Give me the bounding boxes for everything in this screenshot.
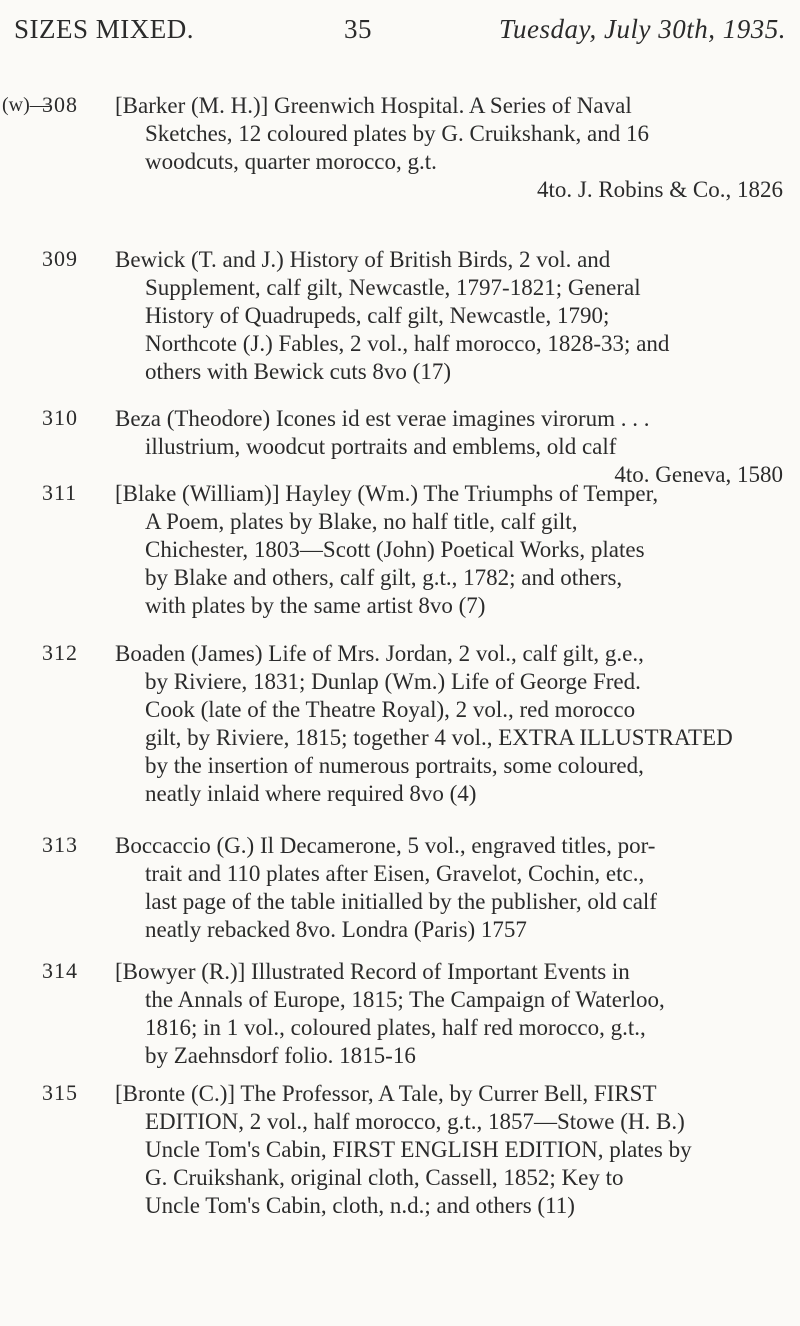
sale-section-title: SIZES MIXED. <box>14 14 194 44</box>
page-header <box>14 14 786 54</box>
lot-description-line: G. Cruikshank, original cloth, Cassell, 1852; Key to <box>145 1165 624 1190</box>
lot-description-line: Boccaccio (G.) Il Decamerone, 5 vol., engraved titles, por- <box>115 833 656 858</box>
lot-number: 312 <box>42 640 78 665</box>
page-number: 35 <box>344 14 372 44</box>
lot-description <box>115 92 783 204</box>
lot-description-line: EDITION, 2 vol., half morocco, g.t., 1857—Stowe (H. B.) <box>145 1109 685 1134</box>
lot-description-line: A Poem, plates by Blake, no half title, calf gilt, <box>145 509 578 534</box>
lot-description-line: Chichester, 1803—Scott (John) Poetical Works, plates <box>145 537 645 562</box>
lot-description <box>115 480 783 620</box>
lot-description-line: Boaden (James) Life of Mrs. Jordan, 2 vol., calf gilt, g.e., <box>115 641 644 666</box>
lot-number: 315 <box>42 1080 78 1105</box>
lot-description-line: neatly rebacked 8vo. Londra (Paris) 1757 <box>145 917 527 942</box>
lot-number: 308 <box>42 92 78 117</box>
lot-description-line: [Bowyer (R.)] Illustrated Record of Important Events in <box>115 959 630 984</box>
lot-description <box>115 1080 783 1220</box>
lot-description <box>115 832 783 944</box>
lot-description-line: [Barker (M. H.)] Greenwich Hospital. A Series of Naval <box>115 93 632 118</box>
lot-description-line: Cook (late of the Theatre Royal), 2 vol., red morocco <box>145 697 636 722</box>
lot-description <box>115 405 783 489</box>
lot-description-line: the Annals of Europe, 1815; The Campaign of Waterloo, <box>145 987 665 1012</box>
lot-number: 311 <box>42 480 78 505</box>
lot-description-line: Supplement, calf gilt, Newcastle, 1797-1821; General <box>145 275 641 300</box>
lot-description-line: [Bronte (C.)] The Professor, A Tale, by Currer Bell, FIRST <box>115 1081 657 1106</box>
lot-description-line: gilt, by Riviere, 1815; together 4 vol., EXTRA ILLUSTRATED <box>145 725 733 750</box>
margin-handwritten-mark: (w)— <box>2 94 50 116</box>
lot-number: 313 <box>42 832 78 857</box>
lot-description-line: others with Bewick cuts 8vo (17) <box>145 359 451 384</box>
lot-description-line: [Blake (William)] Hayley (Wm.) The Triumphs of Temper, <box>115 481 659 506</box>
lot-description <box>115 640 783 808</box>
lot-number: 314 <box>42 958 78 983</box>
lot-description-line: 4to. Geneva, 1580 <box>614 462 783 487</box>
lot-description-line: 1816; in 1 vol., coloured plates, half red morocco, g.t., <box>145 1015 646 1040</box>
lot-description-line: illustrium, woodcut portraits and emblems, old calf <box>145 434 617 459</box>
lot-description-line: Bewick (T. and J.) History of British Birds, 2 vol. and <box>115 247 611 272</box>
lot-number: 310 <box>42 405 78 430</box>
lot-description-line: Sketches, 12 coloured plates by G. Cruikshank, and 16 <box>145 121 649 146</box>
lot-description-line: Uncle Tom's Cabin, FIRST ENGLISH EDITION, plates by <box>145 1137 692 1162</box>
sale-date: Tuesday, July 30th, 1935. <box>499 14 786 44</box>
lot-description-line: by the insertion of numerous portraits, some coloured, <box>145 753 644 778</box>
lot-number: 309 <box>42 246 78 271</box>
lot-description <box>115 246 783 386</box>
lot-description-line: by Riviere, 1831; Dunlap (Wm.) Life of George Fred. <box>145 669 641 694</box>
lot-description-line: trait and 110 plates after Eisen, Gravelot, Cochin, etc., <box>145 861 645 886</box>
lot-description-line: neatly inlaid where required 8vo (4) <box>145 781 477 806</box>
lot-description-line: by Blake and others, calf gilt, g.t., 1782; and others, <box>145 565 623 590</box>
lot-description-line: 4to. J. Robins & Co., 1826 <box>536 177 783 202</box>
lot-description-line: History of Quadrupeds, calf gilt, Newcastle, 1790; <box>145 303 610 328</box>
lot-description-line: by Zaehnsdorf folio. 1815-16 <box>145 1043 416 1068</box>
lot-description-line: woodcuts, quarter morocco, g.t. <box>145 149 437 174</box>
lot-description-line: with plates by the same artist 8vo (7) <box>145 593 486 618</box>
lot-description-line: Beza (Theodore) Icones id est verae imagines virorum . . . <box>115 406 650 431</box>
lot-description <box>115 958 783 1070</box>
lot-description-line: Northcote (J.) Fables, 2 vol., half morocco, 1828-33; and <box>145 331 670 356</box>
lot-description-line: Uncle Tom's Cabin, cloth, n.d.; and others (11) <box>145 1193 575 1218</box>
lot-description-line: last page of the table initialled by the publisher, old calf <box>145 889 657 914</box>
